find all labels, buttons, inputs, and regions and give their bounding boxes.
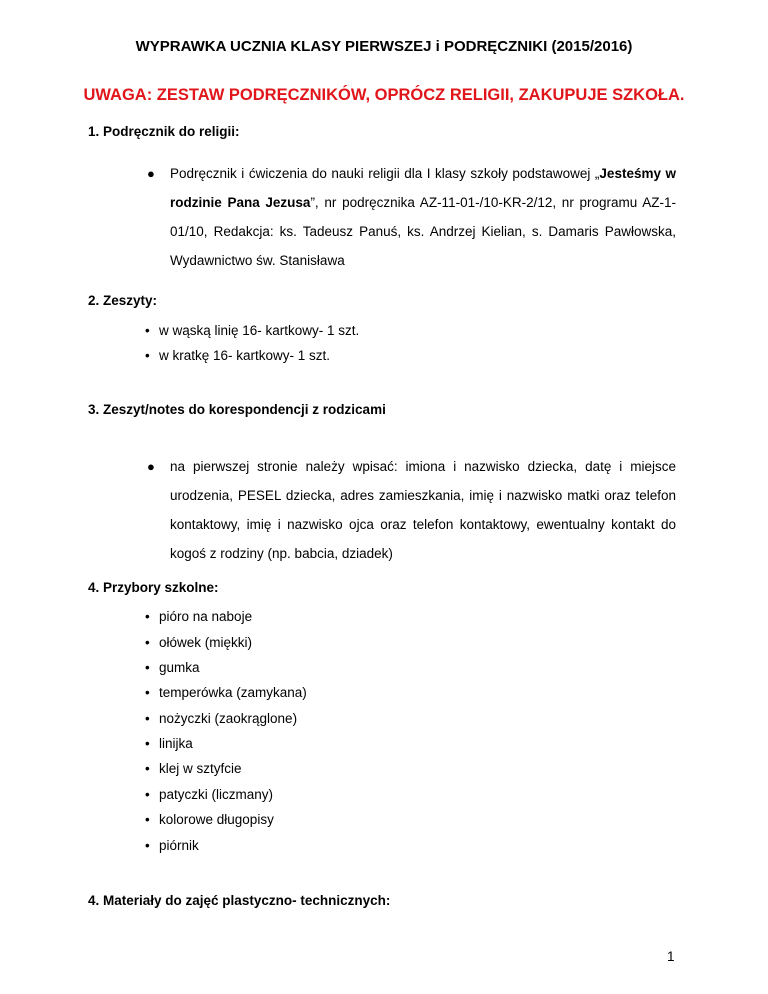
bullet-icon: • bbox=[145, 838, 150, 853]
bullet-icon: • bbox=[145, 660, 150, 675]
section-4-heading: 4. Przybory szkolne: bbox=[88, 580, 219, 595]
list-item: • pióro na naboje bbox=[145, 609, 253, 624]
list-item: • linijka bbox=[145, 736, 193, 751]
book-title: Jesteśmy w rodzinie Pana Jezusa bbox=[170, 166, 676, 210]
bullet-icon: ● bbox=[147, 166, 155, 181]
section-1-heading: 1. Podręcznik do religii: bbox=[88, 124, 240, 139]
list-item: • ołówek (miękki) bbox=[145, 635, 253, 650]
list-item: • kolorowe długopisy bbox=[145, 812, 274, 827]
bullet-icon: • bbox=[145, 761, 150, 776]
list-item: • patyczki (liczmany) bbox=[145, 787, 274, 802]
list-item: • nożyczki (zaokrąglone) bbox=[145, 711, 298, 726]
section-2-heading: 2. Zeszyty: bbox=[88, 293, 158, 308]
list-item: • w wąską linię 16- kartkowy- 1 szt. bbox=[145, 323, 360, 338]
list-item: • gumka bbox=[145, 660, 200, 675]
bullet-icon: ● bbox=[147, 459, 155, 474]
warning-note: UWAGA: ZESTAW PODRĘCZNIKÓW, OPRÓCZ RELIGII, ZAKUPUJE SZKOŁA. bbox=[83, 86, 685, 104]
section-5-heading: 4. Materiały do zajęć plastyczno- technicznych: bbox=[88, 893, 391, 908]
bullet-icon: • bbox=[145, 635, 150, 650]
section-1-text-end: ”, nr podręcznika AZ-11-01-/10-KR-2/12, nr programu AZ-1-01/10, Redakcja: ks. Tadeusz Panuś, ks. Andrzej Kielian, s. Damaris Pawłowska, Wydawnictwo św. Stanisława bbox=[170, 195, 676, 268]
section-1-text-start: Podręcznik i ćwiczenia do nauki religii dla I klasy szkoły podstawowej „ bbox=[170, 166, 600, 181]
section-3-heading: 3. Zeszyt/notes do korespondencji z rodzicami bbox=[88, 402, 386, 417]
section-1-paragraph bbox=[147, 159, 676, 275]
list-item: • temperówka (zamykana) bbox=[145, 685, 307, 700]
bullet-icon: • bbox=[145, 812, 150, 827]
bullet-icon: • bbox=[145, 711, 150, 726]
bullet-icon: • bbox=[145, 348, 150, 363]
list-item: • w kratkę 16- kartkowy- 1 szt. bbox=[145, 348, 331, 363]
page-number: 1 bbox=[667, 949, 675, 964]
bullet-icon: • bbox=[145, 323, 150, 338]
bullet-icon: • bbox=[145, 609, 150, 624]
bullet-icon: • bbox=[145, 736, 150, 751]
list-item: • klej w sztyfcie bbox=[145, 761, 242, 776]
bullet-icon: • bbox=[145, 787, 150, 802]
bullet-icon: • bbox=[145, 685, 150, 700]
section-3-paragraph: ● na pierwszej stronie należy wpisać: imiona i nazwisko dziecka, datę i miejsce urodzenia, PESEL dziecka, adres zamieszkania, imię i nazwisko matki oraz telefon kontaktowy, imię i nazwisko ojca oraz telefon kontaktowy, ewentualny kontakt do kogoś z rodziny (np. babcia, dziadek) bbox=[170, 452, 676, 568]
list-item: • piórnik bbox=[145, 838, 199, 853]
document-title: WYPRAWKA UCZNIA KLASY PIERWSZEJ i PODRĘCZNIKI (2015/2016) bbox=[135, 38, 633, 55]
